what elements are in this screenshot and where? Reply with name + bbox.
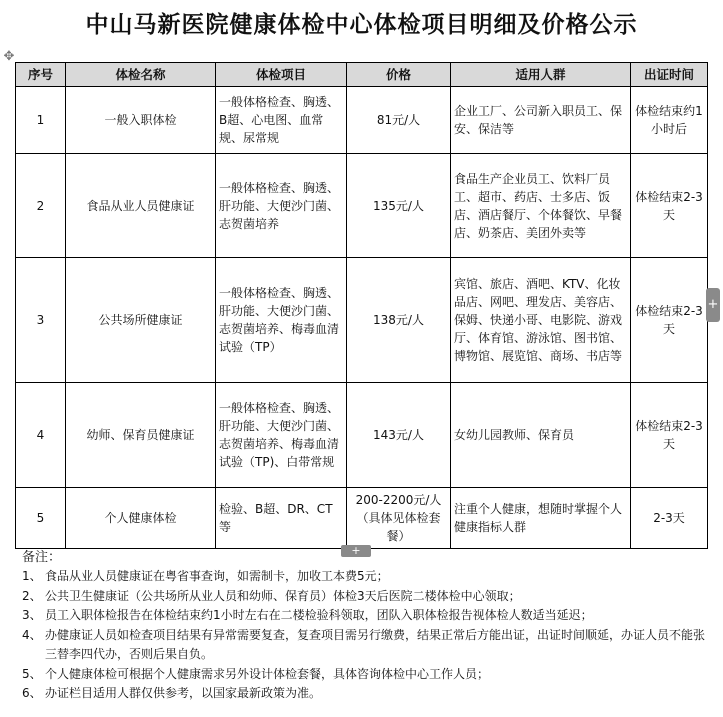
plus-icon: +	[351, 544, 361, 557]
cell-audience: 女幼儿园教师、保育员	[451, 383, 631, 488]
note-number: 6、	[22, 686, 42, 700]
cell-audience: 食品生产企业员工、饮料厂员工、超市、药店、士多店、饭店、酒店餐厅、个体餐饮、早餐店、奶茶店、美团外卖等	[451, 154, 631, 258]
list-item	[22, 587, 712, 607]
note-number: 1、	[22, 569, 42, 583]
cell-price: 200-2200元/人（具体见体检套餐）	[347, 488, 451, 549]
header-items: 体检项目	[216, 63, 347, 87]
cell-no: 5	[16, 488, 66, 549]
cell-price: 143元/人	[347, 383, 451, 488]
notes-section	[22, 548, 712, 704]
list-item	[22, 665, 712, 685]
price-table	[15, 62, 708, 549]
cell-items: 一般体格检查、胸透、肝功能、大便沙门菌、志贺菌培养、梅毒血清试验（TP)、白带常规	[216, 383, 347, 488]
cell-items: 一般体格检查、胸透、肝功能、大便沙门菌、志贺菌培养、梅毒血清试验（TP）	[216, 258, 347, 383]
cell-name: 公共场所健康证	[66, 258, 216, 383]
cell-no: 3	[16, 258, 66, 383]
cell-cert-time: 体检结束2-3天	[631, 258, 708, 383]
cell-price: 138元/人	[347, 258, 451, 383]
note-number: 2、	[22, 588, 42, 603]
plus-icon: +	[707, 297, 719, 312]
note-text: 个人健康体检可根据个人健康需求另外设计体检套餐，具体咨询体检中心工作人员；	[45, 666, 490, 681]
cell-items: 一般体格检查、胸透、肝功能、大便沙门菌、志贺菌培养	[216, 154, 347, 258]
cell-no: 1	[16, 87, 66, 154]
cell-items: 一般体格检查、胸透、B超、心电图、血常规、尿常规	[216, 87, 347, 154]
cell-cert-time: 体检结束2-3天	[631, 383, 708, 488]
cell-name: 个人健康体检	[66, 488, 216, 549]
cell-audience: 企业工厂、公司新入职员工、保安、保洁等	[451, 87, 631, 154]
header-cert-time: 出证时间	[631, 63, 708, 87]
move-arrows-icon[interactable]: ✥	[3, 49, 15, 64]
header-audience: 适用人群	[451, 63, 631, 87]
cell-name: 幼师、保育员健康证	[66, 383, 216, 488]
cell-audience: 宾馆、旅店、酒吧、KTV、化妆品店、网吧、理发店、美容店、保姆、快递小哥、电影院、游戏厅、体育馆、游泳馆、图书馆、博物馆、展览馆、商场、书店等	[451, 258, 631, 383]
cell-price: 135元/人	[347, 154, 451, 258]
notes-list	[22, 567, 712, 704]
table-row	[16, 383, 708, 488]
note-text: 食品从业人员健康证在粤省事查询，如需制卡，加收工本费5元；	[45, 569, 389, 583]
header-no: 序号	[16, 63, 66, 87]
cell-no: 4	[16, 383, 66, 488]
cell-cert-time: 体检结束约1小时后	[631, 87, 708, 154]
note-number: 4、	[22, 627, 42, 642]
table-row	[16, 258, 708, 383]
cell-items: 检验、B超、DR、CT等	[216, 488, 347, 549]
note-text: 办证栏目适用人群仅供参考，以国家最新政策为准。	[45, 686, 322, 700]
header-name: 体检名称	[66, 63, 216, 87]
header-price: 价格	[347, 63, 451, 87]
list-item	[22, 684, 712, 704]
cell-name: 一般入职体检	[66, 87, 216, 154]
cell-price: 81元/人	[347, 87, 451, 154]
table-row	[16, 87, 708, 154]
cell-audience: 注重个人健康，想随时掌握个人健康指标人群	[451, 488, 631, 549]
cell-name: 食品从业人员健康证	[66, 154, 216, 258]
list-item	[22, 606, 712, 626]
cell-cert-time: 2-3天	[631, 488, 708, 549]
cell-no: 2	[16, 154, 66, 258]
list-item	[22, 567, 712, 587]
table-header-row	[16, 63, 708, 87]
note-text: 公共卫生健康证（公共场所从业人员和幼师、保育员）体检3天后医院二楼体检中心领取；	[45, 588, 521, 603]
table-row	[16, 488, 708, 549]
notes-title: 备注：	[22, 550, 62, 565]
note-text: 员工入职体检报告在体检结束约1小时左右在二楼检验科领取，团队入职体检报告视体检人数适当延迟；	[45, 608, 593, 622]
note-number: 3、	[22, 608, 42, 622]
table-row	[16, 154, 708, 258]
cell-cert-time: 体检结束2-3天	[631, 154, 708, 258]
list-item	[22, 626, 712, 665]
note-number: 5、	[22, 666, 42, 681]
add-column-handle[interactable]	[706, 288, 720, 322]
page-title: 中山马新医院健康体检中心体检项目明细及价格公示	[85, 11, 638, 38]
note-text: 办健康证人员如检查项目结果有异常需要复查，复查项目需另行缴费，结果正常后方能出证，出证时间顺延，办证人员不能张三替李四代办，否则后果自负。	[45, 627, 706, 661]
